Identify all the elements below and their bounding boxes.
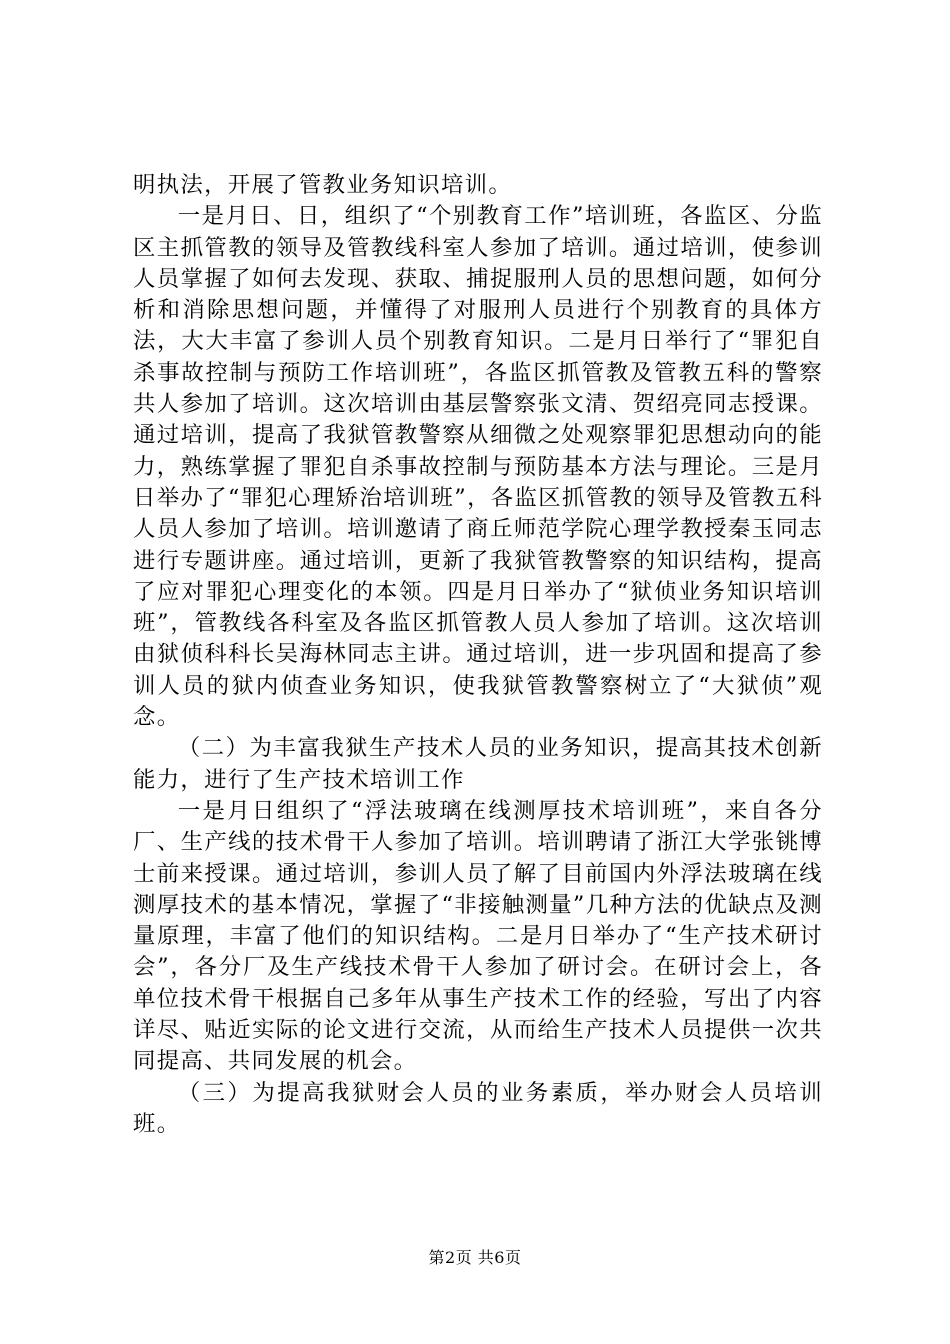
section-heading-accounting-training: （三）为提高我狱财会人员的业务素质，举办财会人员培训班。 <box>133 1079 823 1137</box>
paragraph-management-training: 一是月日、日，组织了“个别教育工作”培训班，各监区、分监区主抓管教的领导及管教线科室人参加了培训。通过培训，使参训人员掌握了如何去发现、获取、捕捉服刑人员的思想问题，如何分析和消除思想问题，并懂得了对服刑人员进行个别教育的具体方法，大大丰富了参训人员个别教育知识。二是月日举行了“罪犯自杀事故控制与预防工作培训班”，各监区抓管教及管教五科的警察共人参加了培训。这次培训由基层警察张文清、贺绍亮同志授课。通过培训，提高了我狱管教警察从细微之处观察罪犯思想动向的能力，熟练掌握了罪犯自杀事故控制与预防基本方法与理论。三是月日举办了“罪犯心理矫治培训班”，各监区抓管教的领导及管教五科人员人参加了培训。培训邀请了商丘师范学院心理学教授秦玉同志进行专题讲座。通过培训，更新了我狱管教警察的知识结构，提高了应对罪犯心理变化的本领。四是月日举办了“狱侦业务知识培训班”，管教线各科室及各监区抓管教人员人参加了培训。这次培训由狱侦科科长吴海林同志主讲。通过培训，进一步巩固和提高了参训人员的狱内侦查业务知识，使我狱管教警察树立了“大狱侦”观念。 <box>133 203 823 731</box>
page-number-footer: 第2页 共6页 <box>428 1248 522 1267</box>
document-body <box>133 170 823 1140</box>
paragraph-production-training: 一是月日组织了“浮法玻璃在线测厚技术培训班”，来自各分厂、生产线的技术骨干人参加了培训。培训聘请了浙江大学张铫博士前来授课。通过培训，参训人员了解了目前国内外浮法玻璃在线测厚技术的基本情况，掌握了“非接触测量”几种方法的优缺点及测量原理，丰富了他们的知识结构。二是月日举办了“生产技术研讨会”，各分厂及生产线技术骨干人参加了研讨会。在研讨会上，各单位技术骨干根据自己多年从事生产技术工作的经验，写出了内容详尽、贴近实际的论文进行交流，从而给生产技术人员提供一次共同提高、共同发展的机会。 <box>133 797 823 1075</box>
paragraph-continuation: 明执法，开展了管教业务知识培训。 <box>133 172 513 198</box>
section-heading-production-training: （二）为丰富我狱生产技术人员的业务知识，提高其技术创新能力，进行了生产技术培训工作 <box>133 735 823 793</box>
